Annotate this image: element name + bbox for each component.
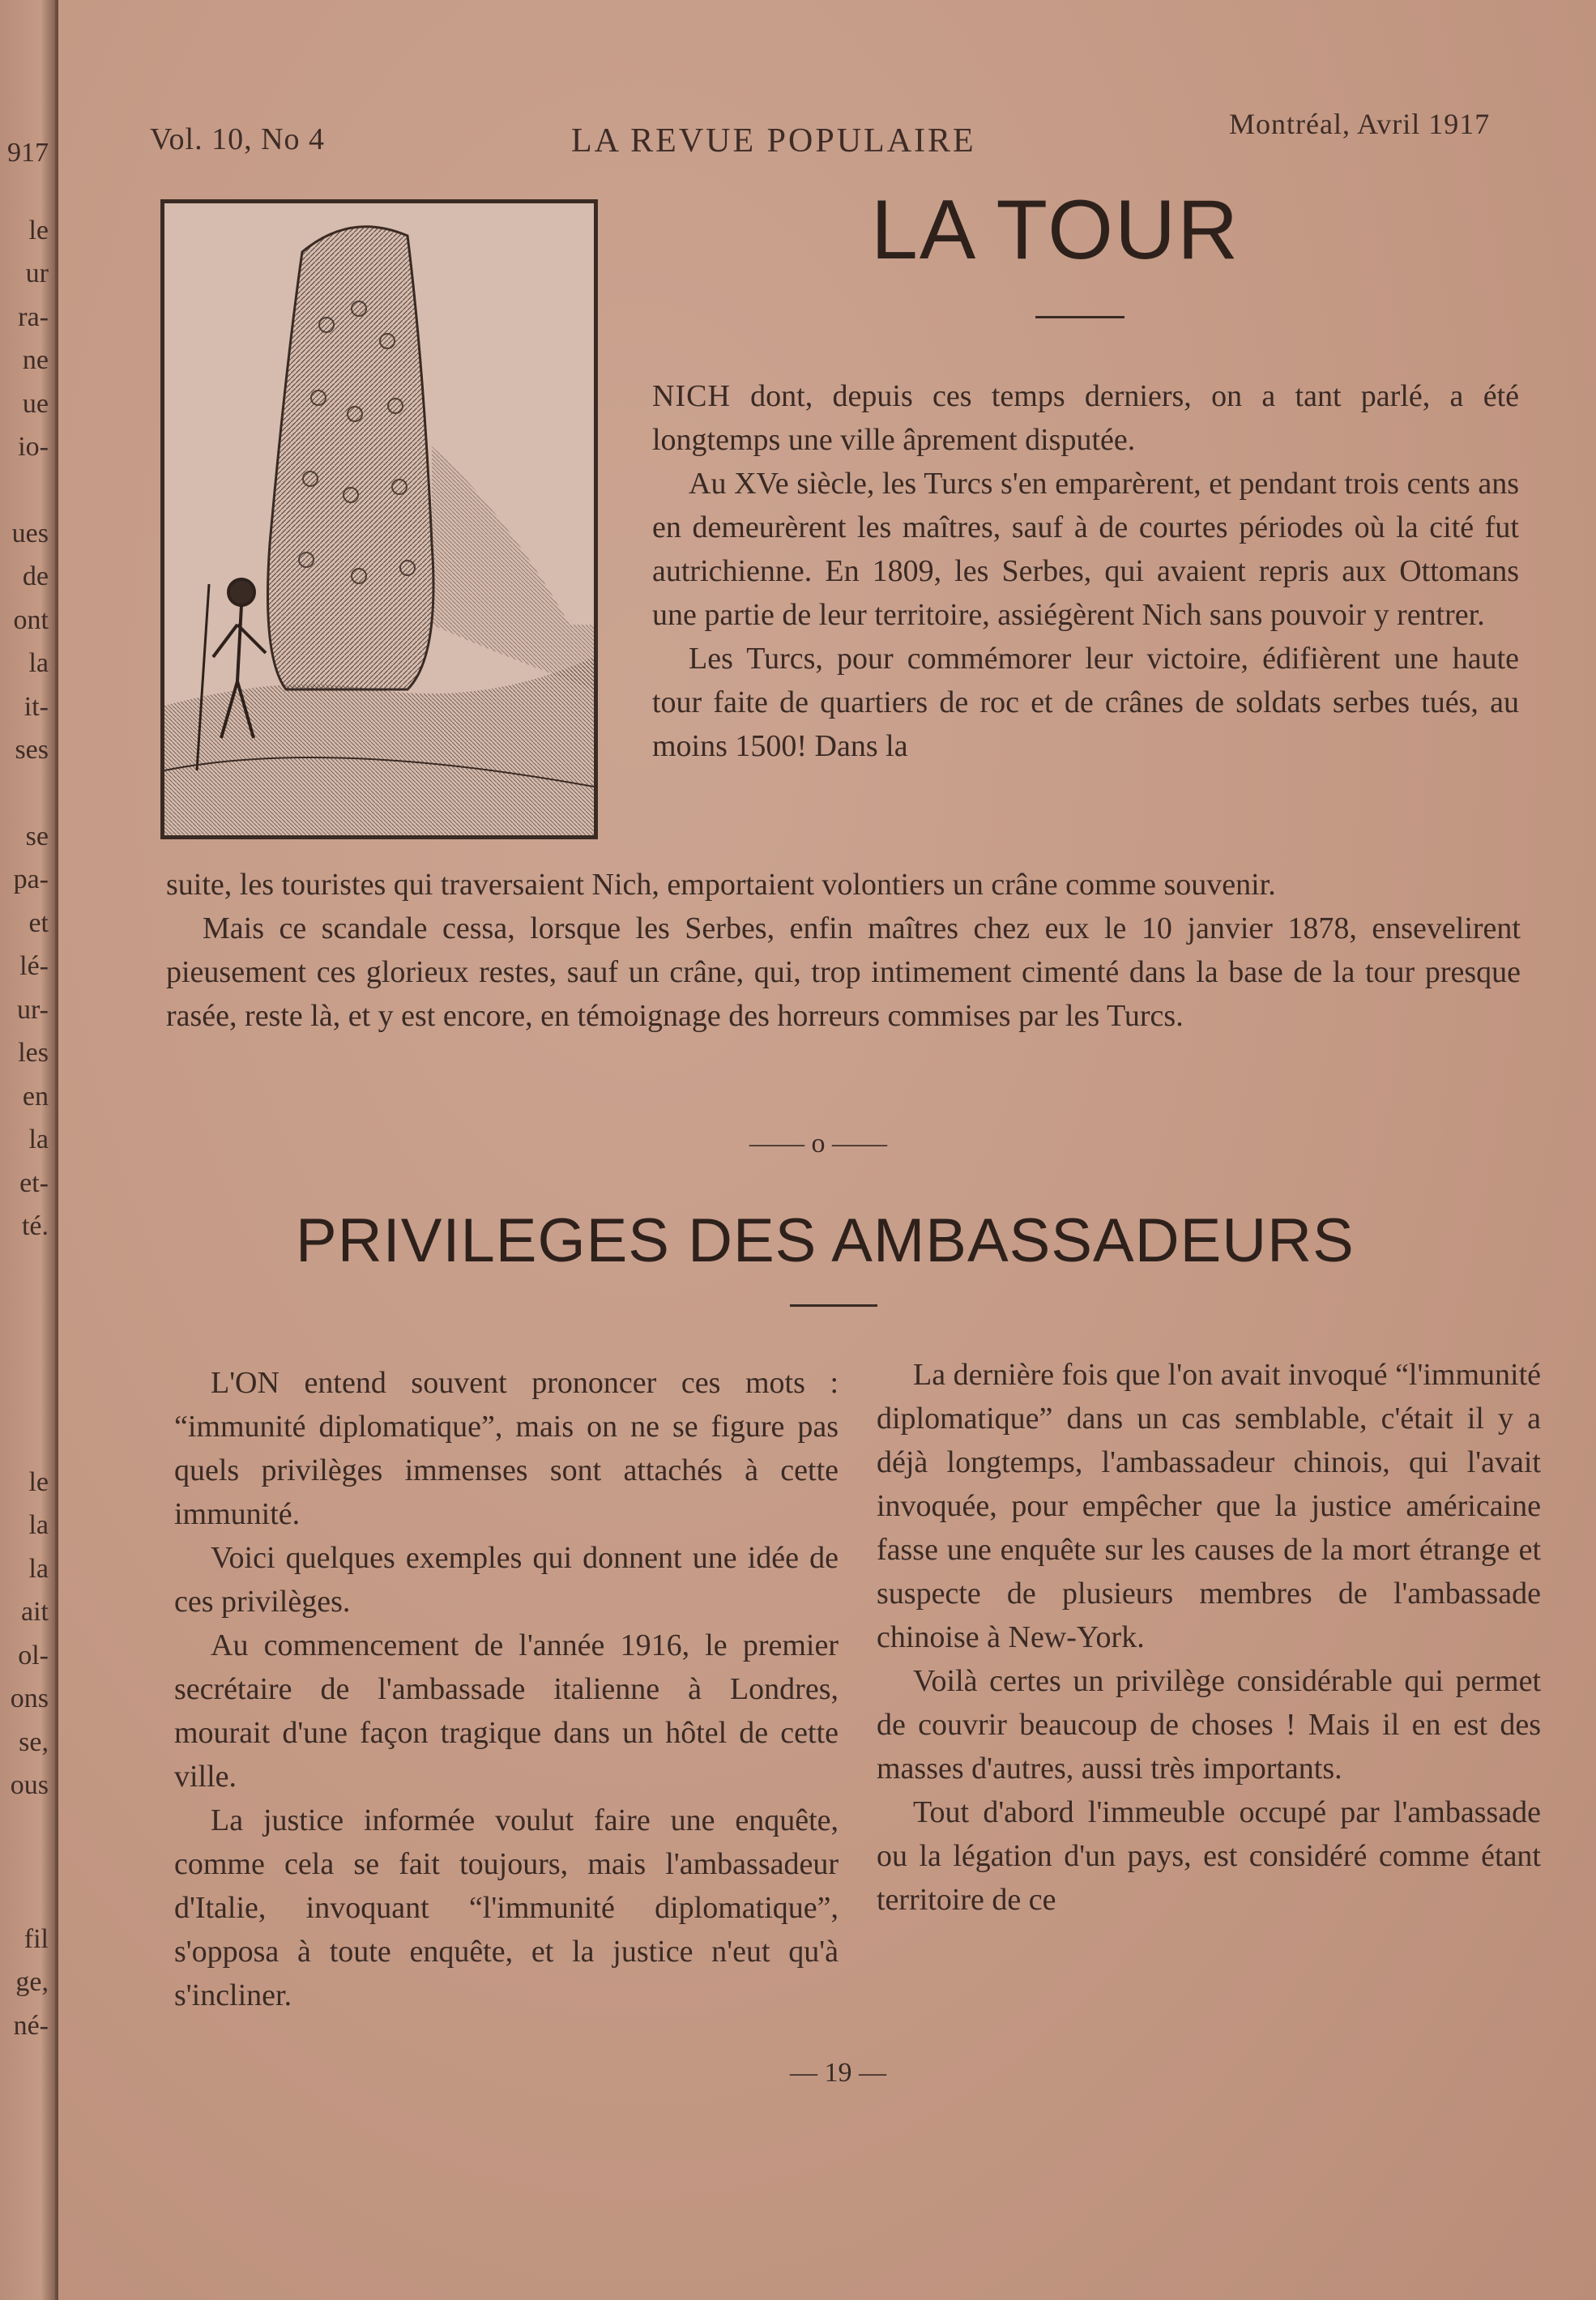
paragraph: La justice informée voulut faire une enquête, comme cela se fait toujours, mais l'ambassadeur d'Italie, invoquant “l'immunité diplomatique”, s'opposa à toute enquête, et la justice n'eut qu'à s'incliner.	[174, 1803, 839, 2012]
margin-fragment: et	[28, 908, 49, 938]
margin-fragment: it-	[23, 692, 49, 722]
margin-fragment: le	[28, 215, 49, 245]
margin-fragment: ur-	[17, 995, 49, 1025]
volume-number: Vol. 10, No 4	[150, 122, 326, 156]
tower-illustration	[160, 199, 598, 839]
margin-fragment: les	[18, 1038, 49, 1068]
margin-fragment: io-	[18, 432, 49, 462]
paragraph: L'ON entend souvent prononcer ces mots : “immunité diplomatique”, mais on ne se figure pas quels privilèges immenses sont attachés à cette immunité.	[174, 1366, 839, 1531]
article-la-tour-body	[652, 374, 1519, 768]
margin-fragment: té.	[21, 1211, 49, 1241]
article-privileges-right-column	[877, 1353, 1541, 1922]
margin-fragment: fil	[23, 1924, 49, 1954]
section-separator: —— o ——	[749, 1129, 887, 1159]
margin-fragment: de	[22, 561, 49, 591]
margin-fragment: ol-	[18, 1641, 49, 1671]
paragraph: Au commencement de l'année 1916, le premier secrétaire de l'ambassade italienne à Londres, mourait d'une façon tragique dans un hôtel de cette ville.	[174, 1628, 839, 1794]
margin-fragment: ra-	[18, 302, 49, 332]
article-title-la-tour: LA TOUR	[871, 183, 1240, 277]
margin-fragment: ne	[22, 345, 49, 375]
margin-fragment: né-	[13, 2011, 49, 2041]
margin-fragment: 917	[7, 138, 49, 168]
lead-word: NICH	[652, 379, 731, 413]
margin-fragment: ses	[15, 735, 49, 765]
margin-fragment: la	[28, 1124, 49, 1154]
article-privileges-left-column	[174, 1361, 839, 2017]
margin-fragment: la	[28, 1510, 49, 1540]
tower-engraving	[164, 203, 594, 835]
margin-fragment: lé-	[19, 951, 49, 981]
binding-shadow	[55, 0, 58, 2300]
margin-fragment: ont	[13, 605, 49, 635]
paragraph: Les Turcs, pour commémorer leur victoire, édifièrent une haute tour faite de quartiers de roc et de crânes de soldats serbes tués, au moins 1500! Dans la	[652, 642, 1519, 763]
margin-fragment: se	[25, 821, 49, 851]
margin-fragment: en	[22, 1082, 49, 1112]
paragraph	[652, 374, 1519, 462]
article-title-privileges: PRIVILEGES DES AMBASSADEURS	[296, 1206, 1355, 1275]
margin-fragment: ue	[22, 389, 49, 419]
margin-fragment: ues	[11, 518, 49, 548]
paragraph-text: dont, depuis ces temps derniers, on a tant parlé, a été longtemps une ville âprement disputée.	[652, 379, 1519, 457]
margin-fragment: ons	[10, 1683, 49, 1713]
margin-fragment: le	[28, 1467, 49, 1497]
margin-fragment: ur	[25, 258, 49, 288]
margin-fragment: et-	[19, 1168, 49, 1198]
margin-fragment: pa-	[13, 864, 49, 894]
margin-fragment: ge,	[15, 1967, 49, 1997]
title-underline	[1035, 316, 1124, 318]
paragraph: Tout d'abord l'immeuble occupé par l'ambassade ou la légation d'un pays, est considéré comme étant territoire de ce	[877, 1795, 1541, 1917]
margin-fragment: ait	[21, 1597, 49, 1627]
margin-fragment: la	[28, 648, 49, 678]
article-la-tour-body-wide	[166, 863, 1521, 1038]
paragraph: Mais ce scandale cessa, lorsque les Serbes, enfin maîtres chez eux le 10 janvier 1878, ensevelirent pieusement ces glorieux restes, sauf un crâne, qui, trop intimement cimenté dans la base de la tour presque rasée, reste là, et y est encore, en témoignage des horreurs commises par les Turcs.	[166, 911, 1521, 1033]
paragraph: La dernière fois que l'on avait invoqué “l'immunité diplomatique” dans un cas semblable, c'était il y a déjà longtemps, l'ambassadeur chinois, qui l'avait invoquée, pour empêcher que la justice américaine fasse une enquête sur les causes de la mort étrange et suspecte de plusieurs membres de l'ambassade chinoise à New-York.	[877, 1358, 1541, 1654]
title-underline	[790, 1304, 877, 1307]
paragraph: Au XVe siècle, les Turcs s'en emparèrent, et pendant trois cents ans en demeurèrent les maîtres, sauf à de courtes périodes où la cité fut autrichienne. En 1809, les Serbes, qui avaient repris aux Ottomans une partie de leur territoire, assiégèrent Nich sans pouvoir y rentrer.	[652, 467, 1519, 632]
publication-title: LA REVUE POPULAIRE	[571, 122, 976, 160]
paragraph: Voilà certes un privilège considérable qui permet de couvrir beaucoup de choses ! Mais il en est des masses d'autres, aussi très importants.	[877, 1664, 1541, 1786]
margin-fragment: la	[28, 1554, 49, 1584]
page-number: — 19 —	[790, 2058, 886, 2088]
margin-fragment: ous	[10, 1770, 49, 1800]
paragraph: Voici quelques exemples qui donnent une idée de ces privilèges.	[174, 1541, 839, 1619]
paragraph: suite, les touristes qui traversaient Nich, emportaient volontiers un crâne comme souvenir.	[166, 868, 1276, 902]
issue-date: Montréal, Avril 1917	[1229, 108, 1491, 140]
margin-fragment: se,	[19, 1727, 49, 1757]
